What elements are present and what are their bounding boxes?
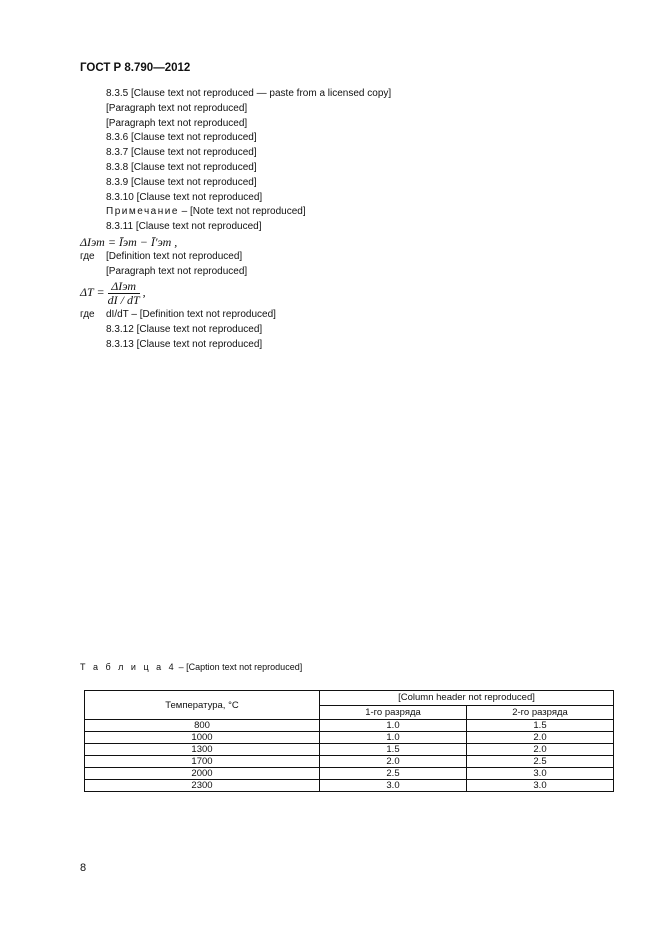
table-caption-label: Т а б л и ц а 4 — [80, 662, 177, 672]
note — [80, 206, 613, 219]
paragraph-8-3-7: 8.3.7 [Clause text not reproduced] — [106, 147, 257, 159]
header-tolerance-group: [Column header not reproduced] — [320, 691, 614, 706]
table-row — [85, 756, 614, 768]
paragraph-8-3-12: 8.3.12 [Clause text not reproduced] — [106, 323, 263, 335]
note-text: – [Note text not reproduced] — [181, 206, 306, 218]
cell-class-2: 2.0 — [467, 744, 614, 756]
cell-class-2: 2.0 — [467, 732, 614, 744]
formula-denominator: dI / dT — [107, 293, 140, 308]
where-clause — [80, 251, 613, 264]
paragraph-8-3-8: 8.3.8 [Clause text not reproduced] — [106, 161, 257, 173]
cell-temperature: 2000 — [85, 768, 320, 780]
cell-class-1: 1.0 — [320, 732, 467, 744]
cell-temperature: 1700 — [85, 756, 320, 768]
formula-fraction — [108, 280, 140, 307]
where-label: где — [80, 250, 95, 262]
paragraph-8-3-6: 8.3.6 [Clause text not reproduced] — [106, 132, 257, 144]
document-header: ГОСТ Р 8.790—2012 — [80, 62, 191, 74]
page-number: 8 — [80, 862, 87, 874]
cell-class-2: 2.5 — [467, 756, 614, 768]
header-class-2: 2-го разряда — [467, 705, 614, 720]
cell-temperature: 2300 — [85, 780, 320, 792]
document-body — [80, 88, 613, 353]
cell-class-2: 3.0 — [467, 780, 614, 792]
table-row — [85, 732, 614, 744]
formula-lhs: ΔT = — [80, 285, 105, 300]
cell-class-2: 1.5 — [467, 720, 614, 732]
table-row — [85, 768, 614, 780]
table-row — [85, 744, 614, 756]
cell-class-1: 1.5 — [320, 744, 467, 756]
cell-class-2: 3.0 — [467, 768, 614, 780]
formula-numerator: ΔIэт — [108, 280, 140, 294]
paragraph-8-3-11: 8.3.11 [Clause text not reproduced] — [106, 221, 262, 233]
table-row — [85, 720, 614, 732]
note-label: Примечание — [106, 206, 179, 218]
where-clause — [80, 309, 613, 322]
paragraph-8-3-10: 8.3.10 [Clause text not reproduced] — [106, 191, 263, 203]
paragraph: [Paragraph text not reproduced] — [106, 102, 248, 114]
cell-class-1: 1.0 — [320, 720, 467, 732]
table-row — [85, 780, 614, 792]
where-text: dI/dT – [Definition text not reproduced] — [106, 308, 276, 320]
formula-tail: , — [142, 285, 146, 300]
cell-temperature: 1000 — [85, 732, 320, 744]
cell-temperature: 1300 — [85, 744, 320, 756]
cell-class-1: 3.0 — [320, 780, 467, 792]
paragraph-8-3-5: 8.3.5 [Clause text not reproduced — paste from a licensed copy] — [106, 88, 392, 99]
paragraph-8-3-9: 8.3.9 [Clause text not reproduced] — [106, 176, 257, 188]
paragraph: [Paragraph text not reproduced] — [106, 117, 248, 129]
formula-delta-t — [80, 280, 613, 307]
cell-class-1: 2.5 — [320, 768, 467, 780]
table-caption — [80, 662, 613, 673]
where-text: [Definition text not reproduced] — [106, 250, 243, 262]
table-caption-text: – [Caption text not reproduced] — [178, 662, 303, 672]
table-body — [85, 720, 614, 792]
where-label: где — [80, 308, 95, 320]
cell-class-1: 2.0 — [320, 756, 467, 768]
paragraph-8-3-13: 8.3.13 [Clause text not reproduced] — [106, 338, 263, 350]
paragraph: [Paragraph text not reproduced] — [106, 265, 248, 277]
cell-temperature: 800 — [85, 720, 320, 732]
header-class-1: 1-го разряда — [320, 705, 467, 720]
header-temperature: Температура, °С — [85, 691, 320, 720]
formula-delta-i: ΔIэт = Īэт − Ī′эт , — [80, 234, 178, 249]
tolerance-table — [84, 690, 614, 792]
